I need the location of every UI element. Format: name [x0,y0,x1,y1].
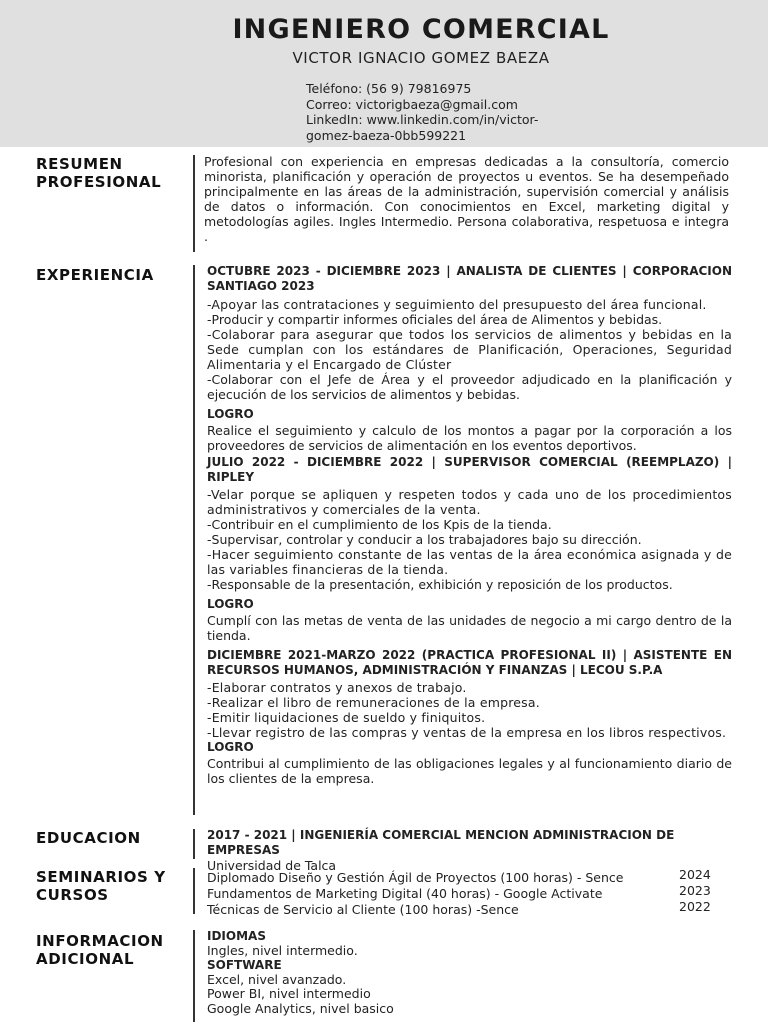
logro-text: Cumplí con las metas de venta de las unidades de negocio a mi cargo dentro de la tienda. [207,613,732,643]
logro-label: LOGRO [207,407,254,421]
education-section-title: EDUCACION [36,829,141,847]
additional-title-line1: INFORMACION [36,932,164,950]
summary-title-line1: RESUMEN [36,155,123,173]
seminar-item: Técnicas de Servicio al Cliente (100 horas) -Sence [207,902,519,917]
phone-text: Teléfono: (56 9) 79816975 [306,81,472,96]
education-entry [207,828,737,873]
software-item: Google Analytics, nivel basico [207,1000,394,1016]
header-banner [0,0,768,147]
seminar-year: 2023 [679,883,711,898]
seminar-years [679,867,711,915]
seminars-title-line2: CURSOS [36,886,109,904]
job-title: INGENIERO COMERCIAL [232,14,610,45]
experience-list [207,264,732,786]
education-heading: 2017 - 2021 | INGENIERÍA COMERCIAL MENCION ADMINISTRACION DE EMPRESAS [207,828,675,857]
section-divider [193,930,195,1022]
additional-section-title [36,932,164,968]
job-duty: -Apoyar las contrataciones y seguimiento del presupuesto del área funcional. [207,297,707,312]
seminar-year: 2022 [679,899,711,914]
contact-block [306,81,566,143]
seminar-year: 2024 [679,867,711,882]
section-divider [193,155,195,252]
job-duty: -Responsable de la presentación, exhibición y reposición de los productos. [207,577,673,592]
linkedin-text: LinkedIn: www.linkedin.com/in/victor- [306,112,539,127]
software-item: Power BI, nivel intermedio [207,986,371,1002]
job-duty: -Colaborar para asegurar que todos los servicios de alimentos y bebidas en la Sede cumplan con los estándares de Planificación, Operaciones, Seguridad Alimentaria y el Encargado de Clúster [207,327,732,372]
section-divider [193,868,195,914]
job-duty: -Colaborar con el Jefe de Área y el proveedor adjudicado en la planificación y ejecución de los servicios de alimentos y bebidas. [207,372,732,402]
languages-label: IDIOMAS [207,929,266,943]
logro-text: Realice el seguimiento y calculo de los montos a pagar por la corporación a los proveedores de servicios de alimentación en los eventos deportivos. [207,423,732,453]
experience-section-title: EXPERIENCIA [36,266,154,284]
software-label: SOFTWARE [207,958,282,973]
seminar-item: Fundamentos de Marketing Digital (40 horas) - Google Activate [207,886,603,901]
seminars-title-line1: SEMINARIOS Y [36,868,166,886]
job-heading: JULIO 2022 - DICIEMBRE 2022 | SUPERVISOR COMERCIAL (REEMPLAZO) | RIPLEY [207,455,732,484]
additional-title-line2: ADICIONAL [36,950,135,968]
seminar-item: Diplomado Diseño y Gestión Ágil de Proyectos (100 horas) - Sence [207,870,624,885]
job-duty: -Supervisar, controlar y conducir a los trabajadores bajo su dirección. [207,532,642,547]
summary-text: Profesional con experiencia en empresas dedicadas a la consultoría, comercio minorista, planificación y operación de proyectos u eventos. Se ha desempeñado principalmente en las áreas de la administración, supervisión comercial y análisis de datos o información. Con conocimientos en Excel, marketing digital y metodologías agiles. Ingles Intermedio. Persona colaborativa, respetuosa e integra . [204,154,729,244]
seminars-section-title [36,868,166,904]
summary-section-title [36,155,161,191]
software-item: Excel, nivel avanzado. [207,971,347,987]
section-divider [193,829,195,859]
languages-text: Ingles, nivel intermedio. [207,942,358,958]
summary-title-line2: PROFESIONAL [36,173,162,191]
candidate-name: VICTOR IGNACIO GOMEZ BAEZA [292,49,550,67]
job-heading: OCTUBRE 2023 - DICIEMBRE 2023 | ANALISTA DE CLIENTES | CORPORACION SANTIAGO 2023 [207,264,732,293]
job-duty: -Elaborar contratos y anexos de trabajo. [207,680,467,695]
job-duty: -Contribuir en el cumplimiento de los Kpis de la tienda. [207,517,552,532]
logro-label: LOGRO [207,597,254,611]
job-heading: DICIEMBRE 2021-MARZO 2022 (PRACTICA PROFESIONAL II) | ASISTENTE EN RECURSOS HUMANOS, ADMINISTRACIÓN Y FINANZAS | LECOU S.P.A [207,648,732,677]
linkedin-text-cont: gomez-baeza-0bb599221 [306,127,467,143]
email-text: Correo: victorigbaeza@gmail.com [306,96,518,112]
section-divider [193,265,195,815]
job-duty: -Velar porque se apliquen y respeten todos y cada uno de los procedimientos administrativos y comerciales de la venta. [207,487,732,517]
education-school: Universidad de Talca [207,858,337,873]
seminars-list [207,870,677,918]
logro-label: LOGRO [207,740,254,754]
job-duty: -Emitir liquidaciones de sueldo y finiquitos. [207,710,486,725]
job-duty: -Realizar el libro de remuneraciones de la empresa. [207,695,540,710]
logro-text: Contribui al cumplimiento de las obligaciones legales y al funcionamiento diario de los clientes de la empresa. [207,756,732,786]
additional-info [207,929,707,1017]
job-duty: -Producir y compartir informes oficiales del área de Alimentos y bebidas. [207,312,663,327]
job-duty: -Llevar registro de las compras y ventas de la empresa en los libros respectivos. [207,725,727,740]
job-duty: -Hacer seguimiento constante de las ventas de la área económica asignada y de las variables financieras de la tienda. [207,547,732,577]
